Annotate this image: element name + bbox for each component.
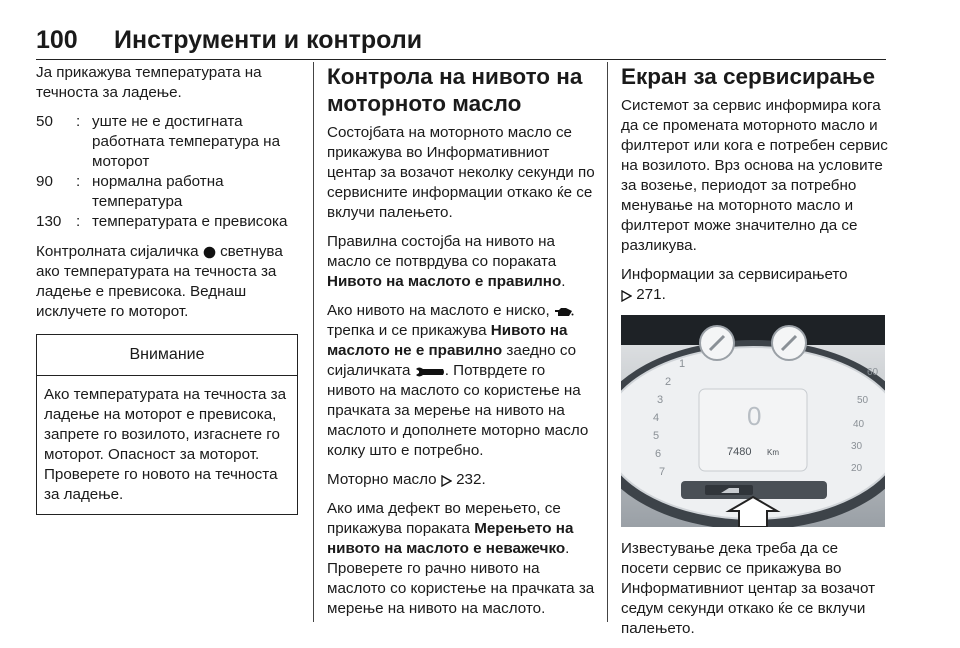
oil-level-heading: Контрола на нивото на моторното масло — [327, 64, 583, 116]
gauge-number: 1 — [679, 358, 686, 370]
temperature-table — [36, 112, 298, 232]
separator: : — [76, 213, 81, 230]
oil-paragraph-1: Состојбата на моторното масло се прикажува во Информативниот центар за возачот неколку секунди по сервисните информации откако ќе се вклучи палењето. — [327, 124, 595, 221]
column-divider-1 — [313, 62, 314, 622]
message-oil-not-ok: Нивото на маслото не е правилно — [327, 322, 568, 359]
gauge-number: 30 — [851, 441, 863, 452]
warning-box — [36, 334, 298, 515]
service-paragraph-1: Системот за сервис информира кога да се промената моторното масло и филтерот или кога е потребен сервис на возилото. Врз основа на условите за возење, периодот за потребно менување на моторното масло и филтерот може значително да се разликува. — [621, 97, 888, 254]
gauge-number: 4 — [653, 412, 660, 424]
oil-paragraph-2: Правилна состојба на нивото на масло се потврдува со пораката Нивото на маслото е правилно. — [327, 233, 566, 290]
temperature-description: уште не е достигната работната температура на моторот — [92, 113, 281, 170]
gauge-number: 5 — [653, 430, 660, 442]
page-reference-triangle-icon — [621, 290, 632, 302]
header-rule — [36, 59, 886, 60]
page-header — [36, 26, 886, 56]
page-number: 100 — [36, 26, 78, 54]
separator: : — [76, 173, 81, 190]
gauge-number: 40 — [853, 419, 865, 430]
gauge-number: 50 — [857, 395, 869, 406]
gauge-number: 7 — [659, 466, 666, 478]
intro-text: Ја прикажува температурата на течноста за ладење. — [36, 64, 262, 101]
temperature-row — [36, 212, 298, 232]
oil-can-icon — [554, 305, 574, 318]
instrument-cluster-illustration — [621, 315, 885, 527]
column-1 — [36, 63, 298, 515]
chapter-title: Инструменти и контроли — [114, 26, 423, 54]
odometer-unit: Km — [767, 448, 779, 457]
filled-circle-icon — [203, 246, 216, 259]
temperature-row — [36, 112, 298, 172]
column-3 — [621, 63, 889, 648]
gauge-number: 3 — [657, 394, 664, 406]
gauge-number: 20 — [851, 463, 863, 474]
instrument-cluster-image — [621, 315, 885, 527]
temperature-value: 90 — [36, 173, 53, 190]
oil-paragraph-5: Ако има дефект во мерењето, се прикажува пораката Мерењето на нивото на маслото е неважечко. Проверете го рачно нивото на маслото со користење на прачката за мерење на нивото на маслото. — [327, 500, 595, 617]
temperature-description: температурата е превисока — [92, 213, 288, 230]
coolant-lamp-paragraph: Контролната сијаличка светнува ако температурата на течноста за ладење е превисока. Веднаш исклучете го моторот. — [36, 243, 283, 320]
column-2 — [327, 63, 595, 628]
oil-paragraph-4: Моторно масло 232. — [327, 471, 486, 488]
odometer-readout: 7480 — [727, 446, 752, 458]
temperature-value: 130 — [36, 213, 62, 230]
speed-readout: 0 — [747, 401, 762, 431]
page-reference-triangle-icon — [441, 475, 452, 487]
temperature-value: 50 — [36, 113, 53, 130]
service-paragraph-2: Информации за сервисирањето 271. — [621, 266, 848, 303]
service-paragraph-3: Известување дека треба да се посети сервис се прикажува во Информативниот центар за возачот седум секунди откако ќе се вклучи палењето. — [621, 540, 876, 637]
warning-title: Внимание — [37, 335, 297, 376]
message-measurement-invalid: Мерењето на нивото на маслото е неважечко — [327, 520, 574, 557]
gauge-number: 60 — [867, 367, 879, 378]
message-oil-ok: Нивото на маслото е правилно — [327, 273, 562, 290]
oil-paragraph-3: Ако нивото на маслото е ниско, трепка и се прикажува Нивото на маслото не е правилно заедно со сијаличката . Потврдете го нивото на маслото со користење на прачката за мерење на нивото на маслото и дополнете моторно масло колку што е потребно. — [327, 302, 589, 459]
service-heading: Екран за сервисирање — [621, 64, 875, 89]
separator: : — [76, 113, 81, 130]
gauge-number: 2 — [665, 376, 672, 388]
wrench-icon — [415, 366, 445, 378]
warning-text: Ако температурата на течноста за ладење на моторот е превисока, запрете го возилото, изгаснете го моторот. Опасност за моторот. Проверете го новото на течноста за ладење. — [44, 386, 287, 503]
temperature-description: нормална работна температура — [92, 173, 224, 210]
temperature-row — [36, 172, 298, 212]
column-divider-2 — [607, 62, 608, 622]
gauge-number: 6 — [655, 448, 662, 460]
